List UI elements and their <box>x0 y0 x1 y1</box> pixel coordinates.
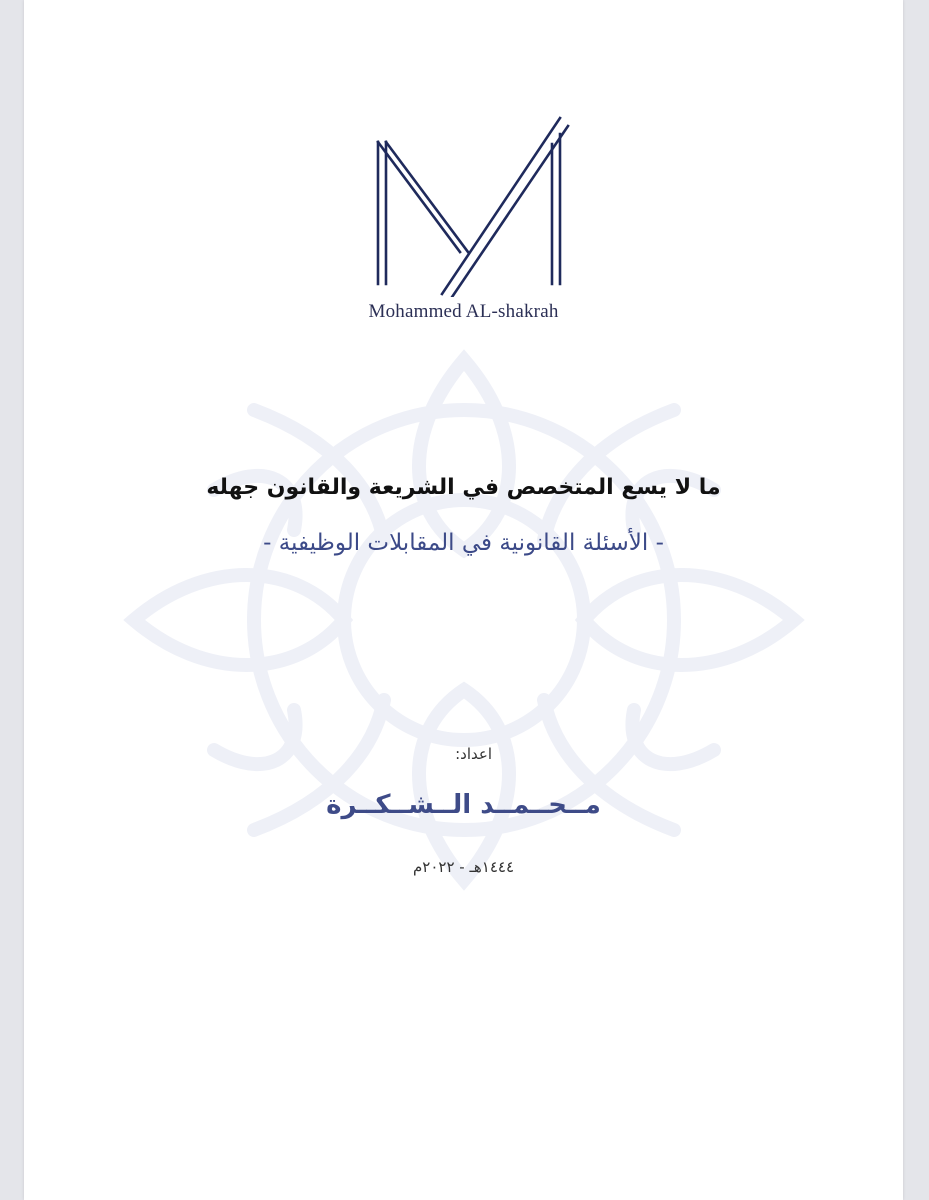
monogram-m-icon <box>364 112 574 297</box>
publication-date: ١٤٤٤هـ - ٢٠٢٢م <box>412 858 515 876</box>
brand-name: Mohammed AL-shakrah <box>368 301 559 322</box>
document-page <box>24 0 903 1200</box>
arabesque-ornament-icon <box>94 320 834 920</box>
author-name: مــحــمــد الــشــكــرة <box>326 790 601 820</box>
document-title: ما لا يسع المتخصص في الشريعة والقانون جهله <box>206 475 721 500</box>
document-subtitle: - الأسئلة القانونية في المقابلات الوظيفية - <box>263 530 664 556</box>
prepared-by-label: اعداد: <box>455 745 492 763</box>
